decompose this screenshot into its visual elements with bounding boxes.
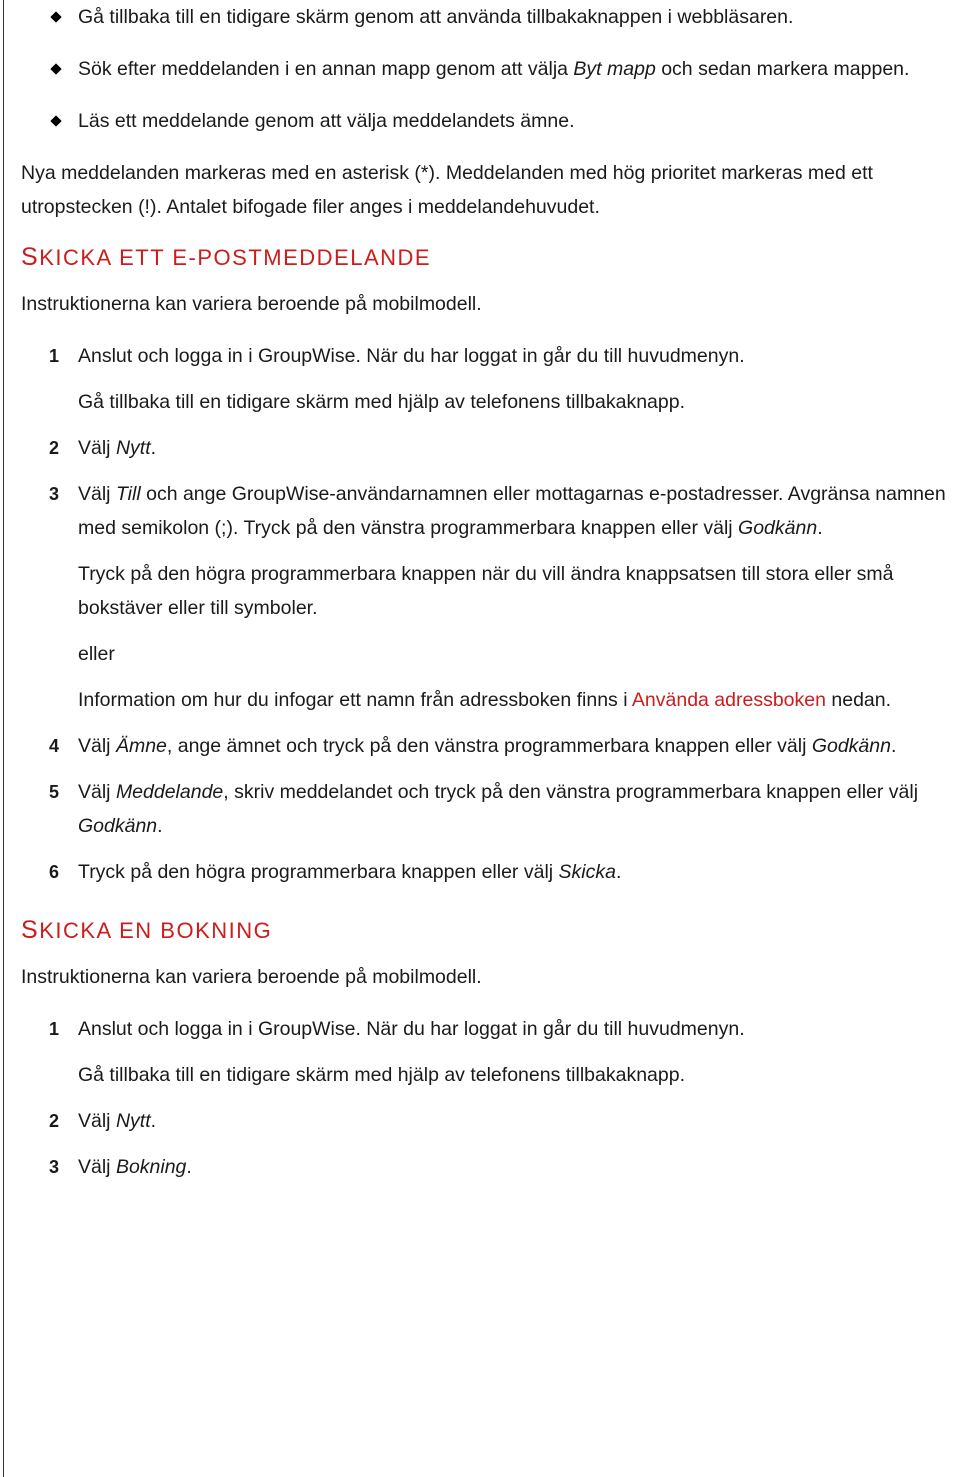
step-item <box>21 1150 957 1184</box>
step-number: 6 <box>49 862 60 882</box>
step-number: 3 <box>49 484 60 504</box>
step-item <box>21 339 957 419</box>
step-note: Tryck på den högra programmerbara knappen när du vill ändra knappsatsen till stora eller små bokstäver eller till symboler. <box>78 563 894 619</box>
heading-rest: KICKA EN BOKNING <box>39 918 273 943</box>
page-left-rule <box>3 0 4 1477</box>
section-heading-send-email <box>21 242 957 273</box>
step-text: Information om hur du infogar ett namn från adressboken finns i <box>78 689 632 711</box>
step-text: Välj <box>78 781 116 803</box>
step-text: . <box>150 1110 157 1132</box>
list-item <box>21 0 957 34</box>
step-text: . <box>615 861 622 883</box>
step-text: nedan. <box>825 689 892 711</box>
ui-term: Till <box>115 483 141 505</box>
step-text: Välj <box>78 437 116 459</box>
step-text: , ange ämnet och tryck på den vänstra programmerbara knappen eller välj <box>166 735 812 757</box>
ui-term: Skicka <box>558 861 616 883</box>
section-intro: Instruktionerna kan variera beroende på mobilmodell. <box>21 966 482 988</box>
address-book-link[interactable]: Använda adressboken <box>631 689 826 711</box>
diamond-bullet-icon <box>50 63 61 74</box>
ui-term: Godkänn <box>738 517 818 539</box>
step-number: 1 <box>49 346 60 366</box>
diamond-bullet-icon <box>50 115 61 126</box>
step-text: . <box>150 437 157 459</box>
list-item <box>21 104 957 138</box>
bullet-list <box>21 0 957 138</box>
step-text: och ange GroupWise-användarnamnen eller mottagarnas e-postadresser. Avgränsa namnen med semikolon (;). Tryck på den vänstra programmerbara knappen eller välj <box>78 483 946 539</box>
step-text: . <box>186 1156 192 1178</box>
section-heading-send-appointment <box>21 915 957 946</box>
ui-term: Godkänn <box>78 815 158 837</box>
step-list-send-email <box>21 339 957 889</box>
step-text: Anslut och logga in i GroupWise. När du har loggat in går du till huvudmenyn. <box>78 345 745 367</box>
ui-term: Nytt <box>115 437 151 459</box>
step-number: 4 <box>49 736 60 756</box>
bullet-text: Läs ett meddelande genom att välja meddelandets ämne. <box>78 110 575 132</box>
heading-rest: KICKA ETT E-POSTMEDDELANDE <box>39 245 432 270</box>
step-item <box>21 1104 957 1138</box>
step-number: 1 <box>49 1019 60 1039</box>
step-text: Välj <box>78 1110 116 1132</box>
bullet-text: Gå tillbaka till en tidigare skärm genom att använda tillbakaknappen i webbläsaren. <box>78 6 794 28</box>
ui-term: Byt mapp <box>573 58 656 80</box>
document-page <box>21 0 957 1196</box>
step-text: , skriv meddelandet och tryck på den vänstra programmerbara knappen eller välj <box>223 781 919 803</box>
step-note <box>78 683 957 717</box>
bullet-text: Sök efter meddelanden i en annan mapp genom att välja <box>78 58 574 80</box>
diamond-bullet-icon <box>50 11 61 22</box>
step-text: . <box>890 735 897 757</box>
step-item <box>21 431 957 465</box>
step-number: 3 <box>49 1157 60 1177</box>
step-item <box>21 775 957 843</box>
step-text: . <box>817 517 823 539</box>
section-intro: Instruktionerna kan variera beroende på mobilmodell. <box>21 293 482 315</box>
step-note: Gå tillbaka till en tidigare skärm med hjälp av telefonens tillbakaknapp. <box>78 391 685 413</box>
step-item <box>21 855 957 889</box>
step-item <box>21 477 957 717</box>
step-text: . <box>157 815 163 837</box>
step-item <box>21 1012 957 1092</box>
heading-initial: S <box>21 916 40 944</box>
ui-term: Nytt <box>115 1110 151 1132</box>
step-number: 2 <box>49 1111 60 1131</box>
ui-term: Godkänn <box>811 735 891 757</box>
step-text: Tryck på den högra programmerbara knappen eller välj <box>78 861 559 883</box>
intro-paragraph: Nya meddelanden markeras med en asterisk (*). Meddelanden med hög prioritet markeras med ett utropstecken (!). Antalet bifogade filer anges i meddelandehuvudet. <box>21 162 873 218</box>
step-body <box>78 477 957 545</box>
step-text: Välj <box>78 483 116 505</box>
step-number: 2 <box>49 438 60 458</box>
bullet-text: och sedan markera mappen. <box>655 58 910 80</box>
ui-term: Bokning <box>115 1156 187 1178</box>
ui-term: Meddelande <box>115 781 224 803</box>
step-text: Välj <box>78 735 116 757</box>
step-text: Välj <box>78 1156 116 1178</box>
step-text: Anslut och logga in i GroupWise. När du har loggat in går du till huvudmenyn. <box>78 1018 745 1040</box>
step-note-or: eller <box>78 643 115 665</box>
step-item <box>21 729 957 763</box>
step-note: Gå tillbaka till en tidigare skärm med hjälp av telefonens tillbakaknapp. <box>78 1064 685 1086</box>
ui-term: Ämne <box>115 735 167 757</box>
step-number: 5 <box>49 782 60 802</box>
list-item <box>21 52 957 86</box>
step-list-send-appointment <box>21 1012 957 1184</box>
heading-initial: S <box>21 243 40 271</box>
